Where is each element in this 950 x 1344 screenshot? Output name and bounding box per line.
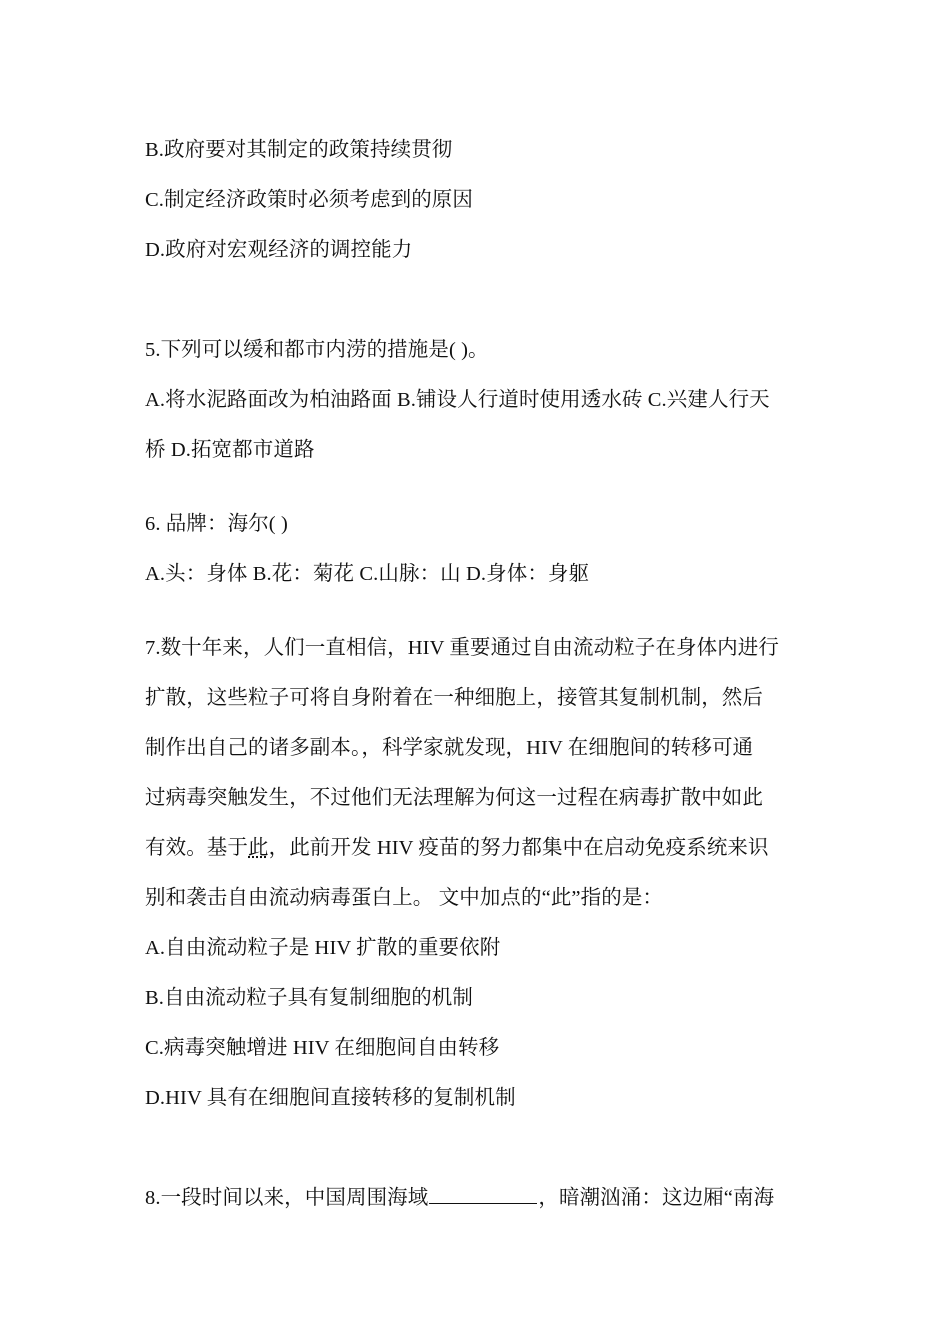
q7-line-1: 7.数十年来，人们一直相信，HIV 重要通过自由流动粒子在身体内进行 (145, 637, 779, 659)
q7-line-6: 别和袭击自由流动病毒蛋白上。 文中加点的“此”指的是： (145, 887, 664, 909)
q7-option-c: C.病毒突触增进 HIV 在细胞间自由转移 (145, 1037, 500, 1059)
q5-options-line2: 桥 D.拓宽都市道路 (145, 439, 315, 461)
q7-option-d: D.HIV 具有在细胞间直接转移的复制机制 (145, 1087, 516, 1109)
q7-line-5 (145, 834, 810, 862)
q5-options-line1: A.将水泥路面改为柏油路面 B.铺设人行道时使用透水砖 C.兴建人行天 (145, 389, 770, 411)
q7-line-4: 过病毒突触发生，不过他们无法理解为何这一过程在病毒扩散中如此 (145, 787, 763, 809)
q4-option-d: D.政府对宏观经济的调控能力 (145, 239, 413, 261)
q7-line-3: 制作出自己的诸多副本。，科学家就发现，HIV 在细胞间的转移可通 (145, 737, 754, 759)
q4-option-c: C.制定经济政策时必须考虑到的原因 (145, 189, 473, 211)
fill-in-blank (429, 1185, 537, 1204)
q7-option-a: A.自由流动粒子是 HIV 扩散的重要依附 (145, 937, 501, 959)
q7-line-2: 扩散，这些粒子可将自身附着在一种细胞上，接管其复制机制，然后 (145, 687, 763, 709)
q7-line-5-after: ，此前开发 HIV 疫苗的努力都集中在启动免疫系统来识 (268, 837, 769, 859)
q6-stem: 6. 品牌：海尔( ) (145, 513, 288, 535)
q7-line-5-before: 有效。基于 (145, 837, 248, 859)
emphasis-dotted-word: 此 (248, 837, 269, 859)
q7-option-b: B.自由流动粒子具有复制细胞的机制 (145, 987, 473, 1009)
q8-before-blank: 8.一段时间以来，中国周围海域 (145, 1187, 429, 1209)
q8-after-blank: ，暗潮汹涌：这边厢“南海 (538, 1187, 775, 1209)
q4-option-b: B.政府要对其制定的政策持续贯彻 (145, 139, 453, 161)
q5-stem: 5.下列可以缓和都市内涝的措施是( )。 (145, 339, 489, 361)
q8-stem (145, 1184, 810, 1212)
q6-options: A.头：身体 B.花：菊花 C.山脉：山 D.身体：身躯 (145, 563, 590, 585)
